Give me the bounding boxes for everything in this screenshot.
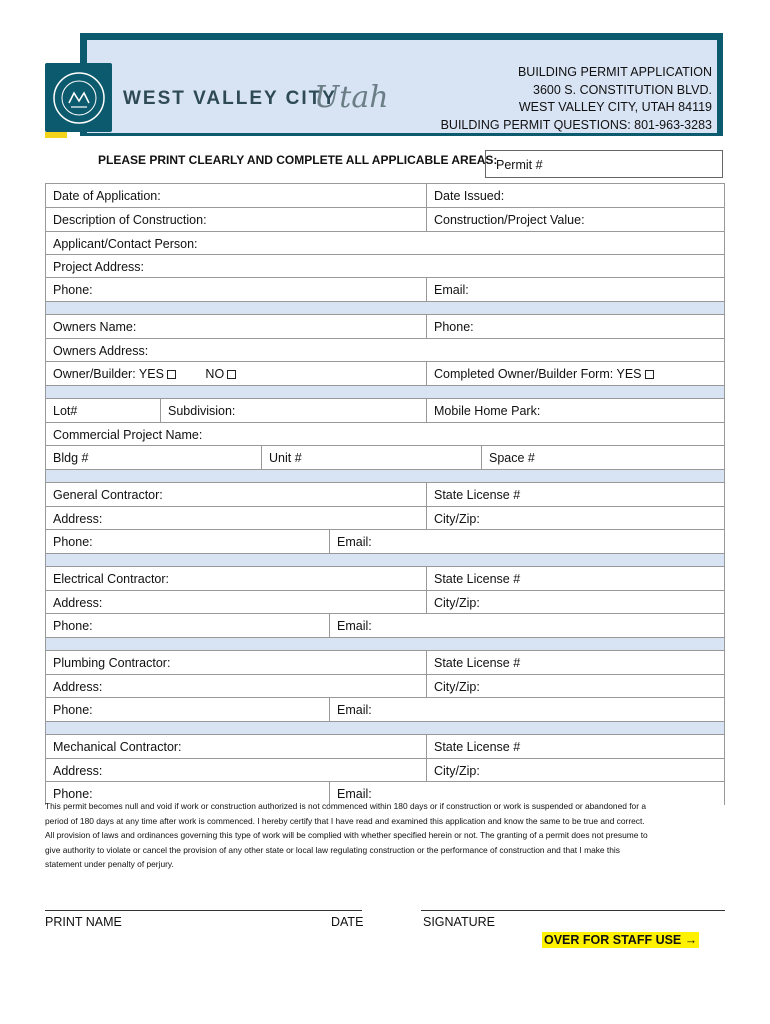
field-label: City/Zip: [434, 764, 480, 778]
field-label: Subdivision: [168, 404, 236, 418]
form-row [46, 278, 724, 302]
form-row [46, 651, 724, 675]
applicant-phone-field[interactable] [46, 278, 426, 301]
lot-field[interactable] [46, 399, 160, 422]
owner-builder-no-checkbox[interactable] [227, 370, 236, 379]
field-label: Email: [337, 619, 372, 633]
general-address-field[interactable] [46, 507, 426, 529]
description-field[interactable] [46, 208, 426, 231]
field-label: Owners Name: [53, 320, 137, 334]
field-label: Address: [53, 680, 103, 694]
field-label: Date Issued: [434, 189, 505, 203]
field-label: Description of Construction: [53, 213, 207, 227]
electrical-contractor-field[interactable] [46, 567, 426, 590]
field-label: Construction/Project Value: [434, 213, 585, 227]
mechanical-license-field[interactable] [426, 735, 726, 758]
owners-address-field[interactable] [46, 339, 726, 361]
field-label: Address: [53, 764, 103, 778]
electrical-email-field[interactable] [329, 614, 726, 637]
form-row [46, 362, 724, 386]
form-row [46, 759, 724, 782]
print-name-line[interactable] [45, 910, 362, 911]
disclaimer-line: This permit becomes null and void if work or construction authorized is not commenced within 180 days or if construction or work is suspended or abandoned for a [45, 801, 646, 811]
field-label: City/Zip: [434, 596, 480, 610]
field-label: Bldg # [53, 451, 89, 465]
address-line: WEST VALLEY CITY, UTAH 84119 [518, 100, 712, 114]
electrical-license-field[interactable] [426, 567, 726, 590]
city-seal-icon [52, 71, 106, 125]
completed-form-yes-checkbox[interactable] [645, 370, 654, 379]
form-row [46, 232, 724, 255]
field-label: Space # [489, 451, 535, 465]
field-label: Electrical Contractor: [53, 572, 170, 586]
address-line: BUILDING PERMIT QUESTIONS: 801-963-3283 [440, 117, 712, 132]
form-row [46, 255, 724, 278]
legal-disclaimer [45, 799, 725, 872]
owners-name-field[interactable] [46, 315, 426, 338]
commercial-project-field[interactable] [46, 423, 726, 445]
unit-field[interactable] [261, 446, 481, 469]
owner-builder-yes-checkbox[interactable] [167, 370, 176, 379]
permit-form [45, 183, 725, 805]
permit-number-label: Permit # [496, 158, 543, 172]
section-divider [46, 638, 724, 651]
space-field[interactable] [481, 446, 726, 469]
general-license-field[interactable] [426, 483, 726, 506]
form-row [46, 507, 724, 530]
plumbing-license-field[interactable] [426, 651, 726, 674]
disclaimer-line: statement under penalty of perjury. [45, 859, 174, 870]
form-row [46, 184, 724, 208]
general-phone-field[interactable] [46, 530, 329, 553]
disclaimer-line: period of 180 days at any time after work is commenced. I hereby certify that I have read and examined this application and know the same to be true and correct. [45, 815, 645, 826]
field-label: Phone: [53, 535, 93, 549]
date-label: DATE [331, 915, 364, 929]
electrical-address-field[interactable] [46, 591, 426, 613]
form-row [46, 339, 724, 362]
form-row [46, 208, 724, 232]
field-label: Applicant/Contact Person: [53, 237, 198, 251]
form-row [46, 399, 724, 423]
mechanical-contractor-field[interactable] [46, 735, 426, 758]
form-row [46, 698, 724, 722]
field-label: Phone: [53, 283, 93, 297]
subdivision-field[interactable] [160, 399, 426, 422]
field-label: Address: [53, 512, 103, 526]
general-contractor-field[interactable] [46, 483, 426, 506]
mechanical-cityzip-field[interactable] [426, 759, 726, 781]
permit-number-field[interactable] [485, 150, 723, 178]
general-email-field[interactable] [329, 530, 726, 553]
field-label: Project Address: [53, 260, 145, 274]
field-label: Mobile Home Park: [434, 404, 541, 418]
field-label: City/Zip: [434, 512, 480, 526]
signature-line[interactable] [421, 910, 725, 911]
field-label: Email: [337, 787, 372, 801]
plumbing-phone-field[interactable] [46, 698, 329, 721]
logo-accent-strip [45, 132, 67, 138]
project-value-field[interactable] [426, 208, 726, 231]
field-label: Email: [337, 535, 372, 549]
field-label: City/Zip: [434, 680, 480, 694]
field-label: Completed Owner/Builder Form: YES [434, 367, 642, 381]
applicant-field[interactable] [46, 232, 726, 254]
field-label: Phone: [434, 320, 474, 334]
owner-builder-field [46, 362, 426, 385]
disclaimer-line: All provision of laws and ordinances governing this type of work will be complied with whether specified herein or not. The granting of a permit does not presume to [45, 830, 648, 841]
date-issued-field[interactable] [426, 184, 726, 207]
form-row [46, 315, 724, 339]
plumbing-address-field[interactable] [46, 675, 426, 697]
form-row [46, 483, 724, 507]
field-label: Mechanical Contractor: [53, 740, 182, 754]
disclaimer-line: give authority to violate or cancel the provision of any other state or local law regulating construction or the performance of construction and that I make this [45, 844, 620, 855]
section-divider [46, 386, 724, 399]
field-label: NO [205, 367, 225, 381]
signature-label: SIGNATURE [423, 915, 495, 929]
field-label: Phone: [53, 619, 93, 633]
form-row [46, 446, 724, 470]
owner-phone-field[interactable] [426, 315, 726, 338]
field-label: Plumbing Contractor: [53, 656, 171, 670]
form-row [46, 735, 724, 759]
city-name: WEST VALLEY CITY [123, 88, 337, 109]
section-divider [46, 722, 724, 735]
field-label: Owner/Builder: YES [53, 367, 164, 381]
form-row [46, 675, 724, 698]
field-label: Owners Address: [53, 344, 149, 358]
field-label: Phone: [53, 787, 93, 801]
field-label: Lot# [53, 404, 78, 418]
field-label: State License # [434, 740, 521, 754]
field-label: Unit # [269, 451, 302, 465]
electrical-phone-field[interactable] [46, 614, 329, 637]
field-label: State License # [434, 656, 521, 670]
office-address-block [372, 64, 712, 134]
over-for-staff-note: OVER FOR STAFF USE → [544, 933, 698, 947]
mechanical-address-field[interactable] [46, 759, 426, 781]
field-label: State License # [434, 488, 521, 502]
field-label: Address: [53, 596, 103, 610]
section-divider [46, 554, 724, 567]
plumbing-contractor-field[interactable] [46, 651, 426, 674]
field-label: State License # [434, 572, 521, 586]
field-label: Email: [434, 283, 469, 297]
general-cityzip-field[interactable] [426, 507, 726, 529]
completed-form-field [426, 362, 726, 385]
section-divider [46, 470, 724, 483]
bldg-field[interactable] [46, 446, 261, 469]
electrical-cityzip-field[interactable] [426, 591, 726, 613]
form-row [46, 530, 724, 554]
plumbing-cityzip-field[interactable] [426, 675, 726, 697]
mobile-home-park-field[interactable] [426, 399, 726, 422]
field-label: General Contractor: [53, 488, 163, 502]
city-script-wordmark: Utah [314, 80, 389, 115]
field-label: Email: [337, 703, 372, 717]
form-instruction: PLEASE PRINT CLEARLY AND COMPLETE ALL APPLICABLE AREAS: [98, 153, 498, 167]
plumbing-email-field[interactable] [329, 698, 726, 721]
print-name-label: PRINT NAME [45, 915, 122, 929]
form-row [46, 614, 724, 638]
date-of-application-field[interactable] [46, 184, 426, 207]
form-row [46, 591, 724, 614]
field-label: Commercial Project Name: [53, 428, 203, 442]
project-address-field[interactable] [46, 255, 726, 277]
applicant-email-field[interactable] [426, 278, 726, 301]
field-label: Phone: [53, 703, 93, 717]
form-row [46, 423, 724, 446]
section-divider [46, 302, 724, 315]
address-line: 3600 S. CONSTITUTION BLVD. [533, 82, 712, 97]
address-line: BUILDING PERMIT APPLICATION [517, 65, 712, 79]
form-row [46, 567, 724, 591]
field-label: Date of Application: [53, 189, 161, 203]
